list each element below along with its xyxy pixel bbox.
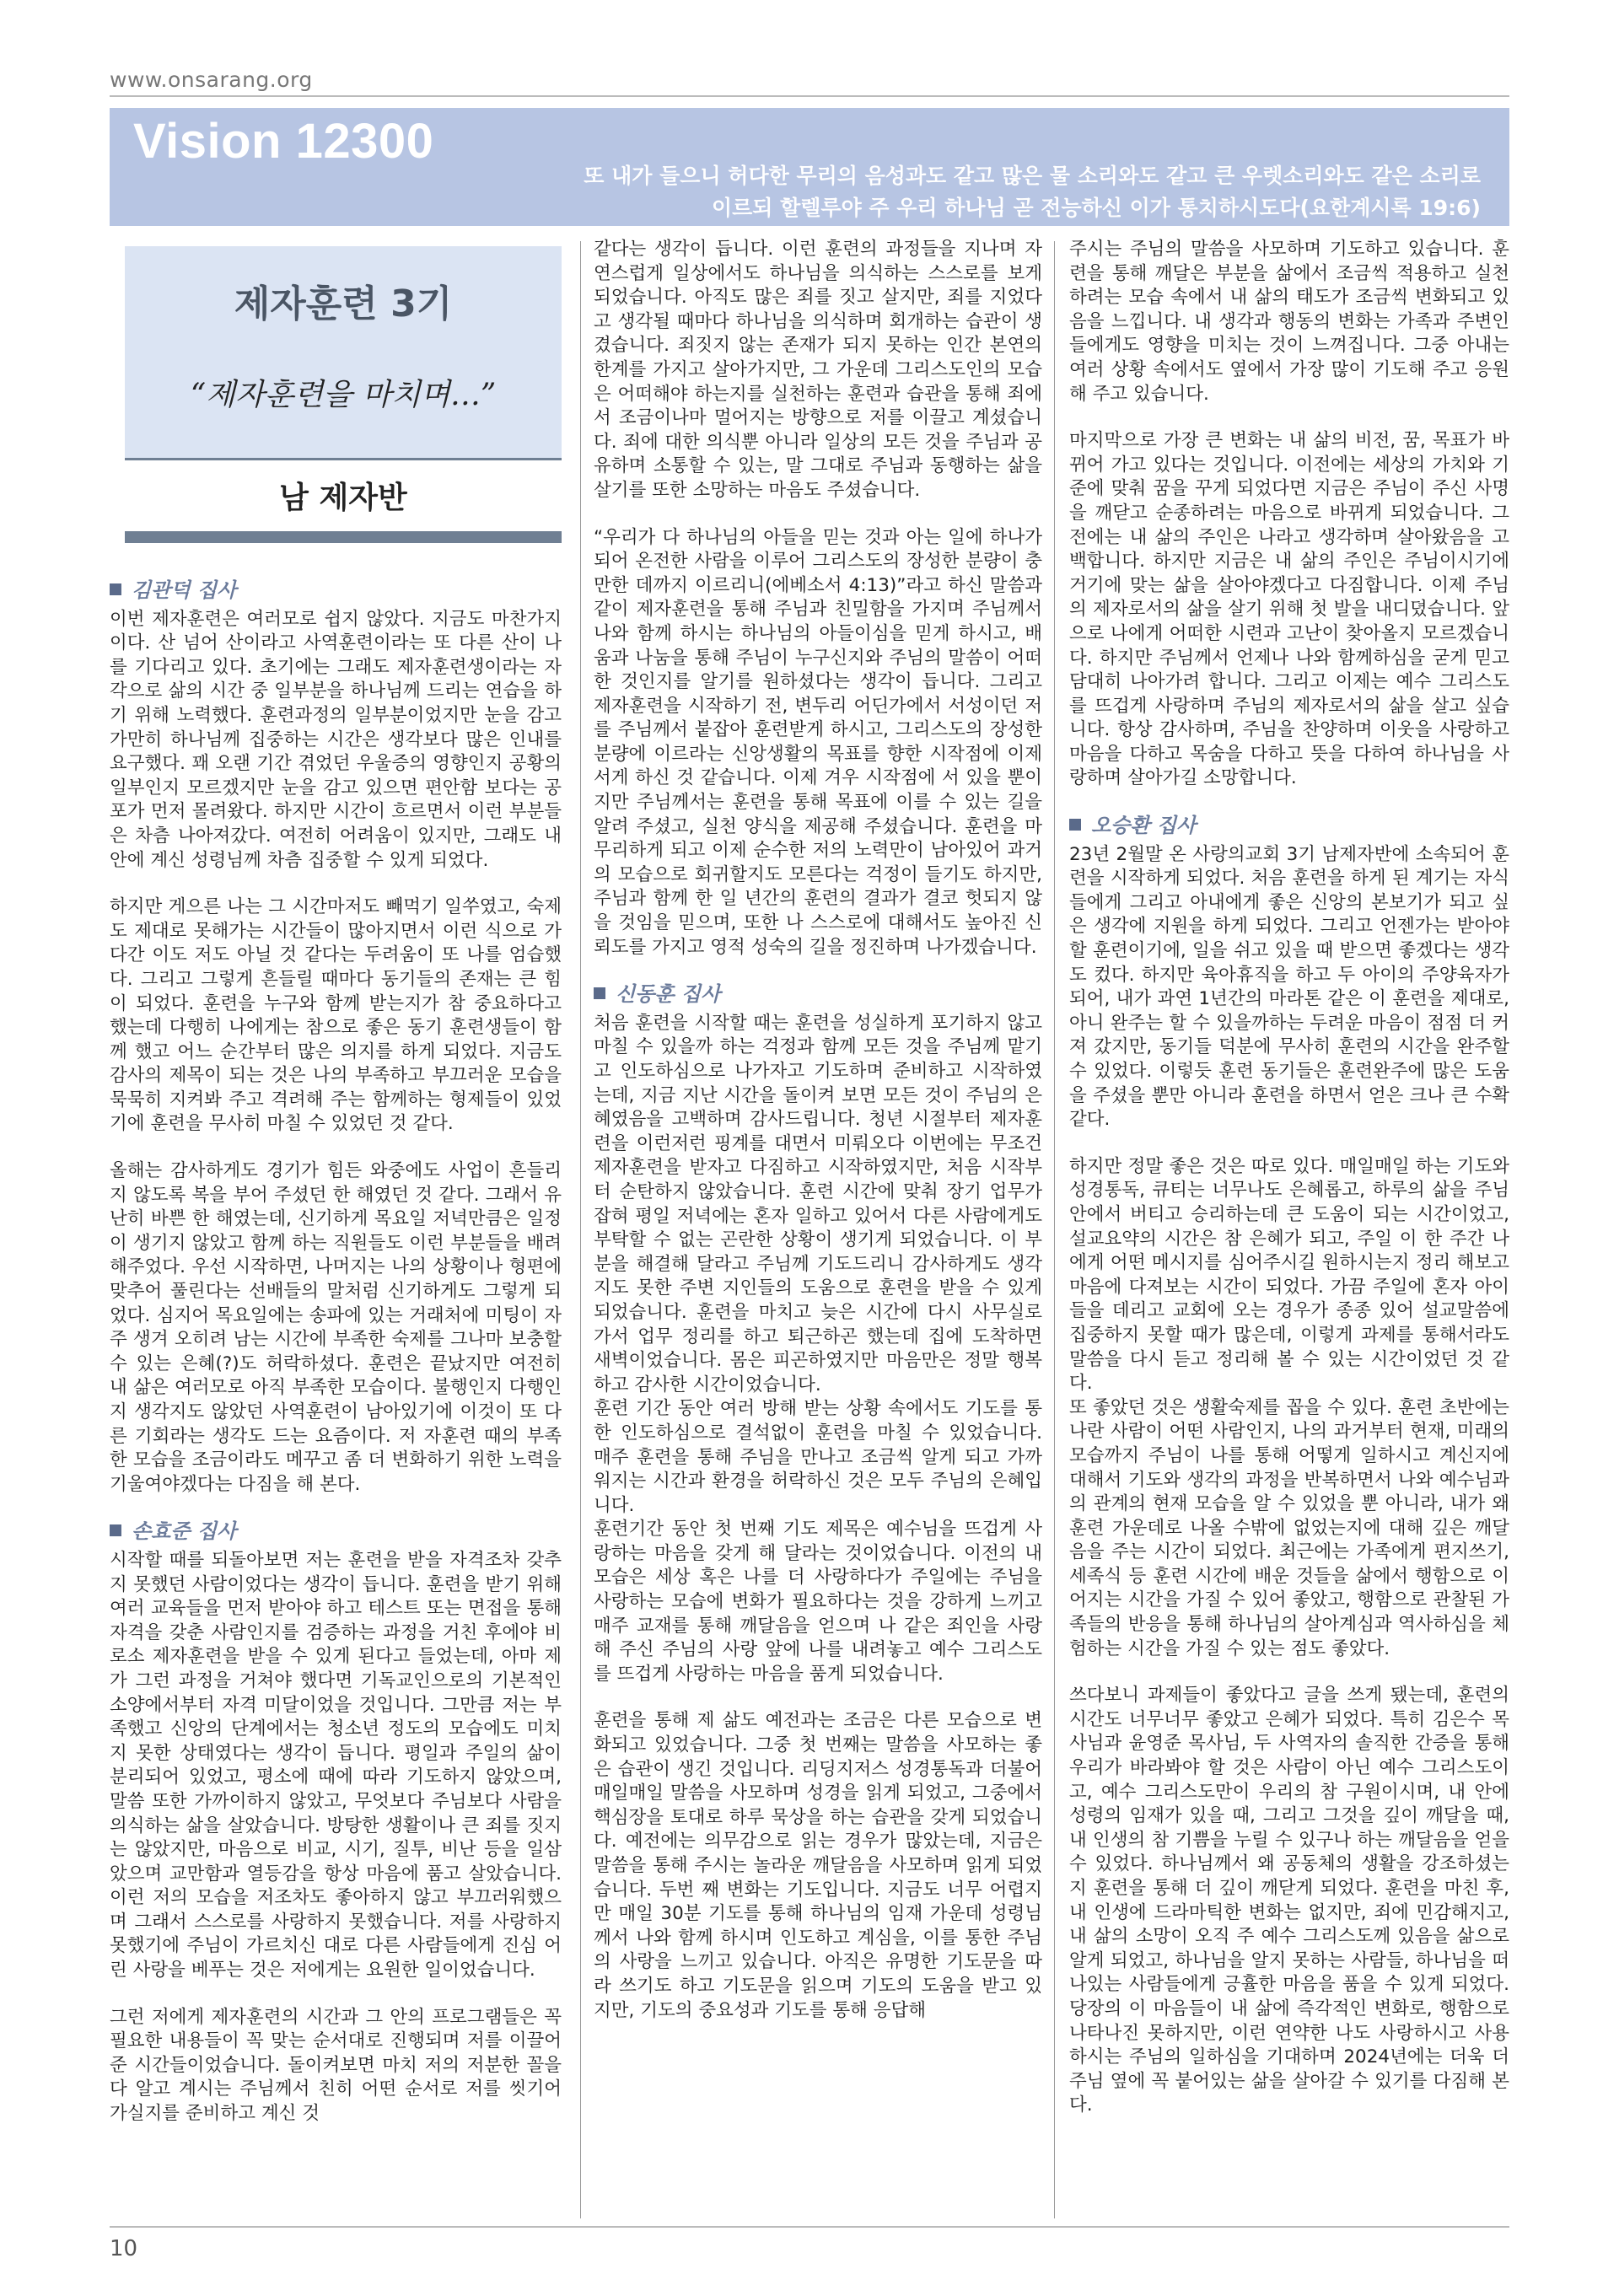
paragraph: 또 좋았던 것은 생활숙제를 꼽을 수 있다. 훈련 초반에는 나란 사람이 어떤 사람인지, 나의 과거부터 현재, 미래의 모습까지 주님이 나를 통해 어떻게 일하시고 계신지에 대해서 기도와 생각의 과정을 반복하면서 나와 예수님과의 관계의 현재 모습을 알 수 있었을 뿐 아니라, 내가 왜 훈련 가운데로 나올 수밖에 없었는지에 대해 깊은 깨달음을 주는 시간이 되었다. 최근에는 가족에게 편지쓰기, 세족식 등 훈련 시간에 배운 것들을 삶에서 행함으로 이어지는 시간을 가질 수 있어 좋았고, 행함으로 관찰된 가족들의 반응을 통해 하나님의 살아계심과 역사하심을 체험하는 시간을 가질 수 있는 점도 좋았다. — [1069, 1396, 1509, 1659]
paragraph: 마지막으로 가장 큰 변화는 내 삶의 비전, 꿈, 목표가 바뀌어 가고 있다는 것입니다. 이전에는 세상의 가치와 기준에 맞춰 꿈을 꾸게 되었다면 지금은 주님이 주신 사명을 깨닫고 순종하려는 마음으로 바뀌게 되었습니다. 그전에는 내 삶의 주인은 나라고 생각하며 살아왔음을 고백합니다. 하지만 지금은 내 삶의 주인은 주님이시기에 거기에 맞는 삶을 살아야겠다고 다짐합니다. 이제 주님의 제자로서의 삶을 살기 위해 첫 발을 내디뎠습니다. 앞으로 나에게 어떠한 시련과 고난이 찾아올지 모르겠습니다. 하지만 주님께서 언제나 나와 함께하심을 굳게 믿고 담대히 나아가려 합니다. 그리고 이제는 예수 그리스도를 뜨겁게 사랑하며 주님의 제자로서의 삶을 살고 싶습니다. 항상 감사하며, 주님을 찬양하며 이웃을 사랑하고 마음을 다하고 목숨을 다하고 뜻을 다하여 하나님을 사랑하며 살아가길 소망합니다. — [1069, 430, 1509, 789]
bullet-square-icon — [594, 987, 605, 999]
banner-title: Vision 12300 — [133, 114, 434, 169]
subtitle-rule-bottom — [125, 531, 562, 543]
paragraph: 시작할 때를 되돌아보면 저는 훈련을 받을 자격조차 갖추지 못했던 사람이었다는 생각이 듭니다. 훈련을 받기 위해 여러 교육들을 먼저 받아야 하고 테스트 또는 면접을 통해 자격을 갖춘 사람인지를 검증하는 과정을 거친 후에야 비로소 제자훈련을 받을 수 있게 된다고 들었는데, 아마 제가 그런 과정을 거쳐야 했다면 기독교인으로의 기본적인 소양에서부터 자격 미달이었을 것입니다. 그만큼 저는 부족했고 신앙의 단계에서는 청소년 정도의 모습에도 미치지 못한 상태였다는 생각이 듭니다. 평일과 주일의 삶이 분리되어 있었고, 평소에 때에 따라 기도하지 않았으며, 말씀 또한 가까이하지 않았고, 무엇보다 주님보다 사람을 의식하는 삶을 살았습니다. 방탕한 생활이나 큰 죄를 짓지는 않았지만, 마음으로 비교, 시기, 질투, 비난 등을 일삼았으며 교만함과 열등감을 항상 마음에 품고 살았습니다. 이런 저의 모습을 저조차도 좋아하지 않고 부끄러워했으며 그래서 스스로를 사랑하지 못했습니다. 저를 사랑하지 못했기에 주님이 가르치신 대로 다른 사람들에게 진심 어린 사랑을 베푸는 것은 저에게는 요원한 일이었습니다. — [110, 1549, 562, 1981]
subtitle-band — [125, 460, 562, 531]
paragraph: 이번 제자훈련은 여러모로 쉽지 않았다. 지금도 마찬가지이다. 산 넘어 산이라고 사역훈련이라는 또 다른 산이 나를 기다리고 있다. 초기에는 그래도 제자훈련생이라는 자각으로 삶의 시간 중 일부분을 하나님께 드리는 연습을 하기 위해 노력했다. 훈련과정의 일부분이었지만 눈을 감고 가만히 하나님께 집중하는 시간은 생각보다 많은 인내를 요구했다. 꽤 오랜 기간 겪었던 우울증의 영향인지 공황의 일부인지 모르겠지만 눈을 감고 있으면 편안함 보다는 공포가 먼저 몰려왔다. 하지만 시간이 흐르면서 이런 부분들은 차츰 나아져갔다. 여전히 어려움이 있지만, 그래도 내 안에 계신 성령님께 차츰 집중할 수 있게 되었다. — [110, 608, 562, 871]
paragraph: 훈련을 통해 제 삶도 예전과는 조금은 다른 모습으로 변화되고 있었습니다. 그중 첫 번째는 말씀을 사모하는 좋은 습관이 생긴 것입니다. 리딩지저스 성경통독과 더불어 매일매일 말씀을 사모하며 성경을 읽게 되었고, 그중에서 핵심장을 토대로 하루 묵상을 하는 습관을 갖게 되었습니다. 예전에는 의무감으로 읽는 경우가 많았는데, 지금은 말씀을 통해 주시는 놀라운 깨달음을 사모하며 읽게 되었습니다. 두번 째 변화는 기도입니다. 지금도 너무 어렵지만 매일 30분 기도를 통해 하나님의 임재 가운데 성령님께서 나와 함께 하시며 인도하고 계심을, 이를 통한 주님의 사랑을 느끼고 있습니다. 아직은 유명한 기도문을 따라 쓰기도 하고 기도문을 읽으며 기도의 도움을 받고 있지만, 기도의 중요성과 기도를 통해 응답해 — [594, 1710, 1042, 2021]
column-1 — [110, 555, 562, 2127]
paragraph: 23년 2월말 온 사랑의교회 3기 남제자반에 소속되어 훈련을 시작하게 되었다. 처음 훈련을 하게 된 계기는 자식들에게 그리고 아내에게 좋은 신앙의 본보기가 되고 싶은 생각에 지원을 하게 되었다. 그리고 언젠가는 받아야 할 훈련이기에, 일을 쉬고 있을 때 받으면 좋겠다는 생각도 컸다. 하지만 육아휴직을 하고 두 아이의 주양육자가 되어, 내가 과연 1년간의 마라톤 같은 이 훈련을 제대로, 아니 완주는 할 수 있을까하는 두려운 마음이 점점 더 커져 갔지만, 동기들 덕분에 무사히 훈련의 시간을 완주할 수 있었다. 이렇듯 훈련 동기들은 훈련완주에 많은 도움을 주셨을 뿐만 아니라 훈련을 하면서 얻은 크나 큰 수확 같다. — [1069, 843, 1509, 1131]
paragraph: 훈련 기간 동안 여러 방해 받는 상황 속에서도 기도를 통한 인도하심으로 결석없이 훈련을 마칠 수 있었습니다. 매주 훈련을 통해 주님을 만나고 조금씩 알게 되고 가까워지는 시간과 환경을 허락하신 것은 모두 주님의 은혜입니다. — [594, 1398, 1042, 1516]
bullet-square-icon — [110, 583, 121, 595]
paragraph: 쓰다보니 과제들이 좋았다고 글을 쓰게 됐는데, 훈련의 시간도 너무너무 좋았고 은혜가 되었다. 특히 김은수 목사님과 윤영준 목사님, 두 사역자의 솔직한 간증을 통해 우리가 바라봐야 할 것은 사람이 아닌 예수 그리스도이고, 예수 그리스도만이 우리의 참 구원이시며, 내 안에 성령의 임재가 있을 때, 그리고 그것을 깊이 깨달을 때, 내 인생의 참 기쁨을 누릴 수 있구나 하는 깨달음을 얻을 수 있었다. 하나님께서 왜 공동체의 생활을 강조하셨는지 훈련을 통해 더 깊이 깨닫게 되었다. 훈련을 마친 후, 내 인생에 드라마틱한 변화는 없지만, 죄에 민감해지고, 내 삶의 소망이 오직 주 예수 그리스도께 있음을 삶으로 알게 되었고, 하나님을 알지 못하는 사람들, 하나님을 떠나있는 사람들에게 긍휼한 마음을 품을 수 있게 되었다. 당장의 이 마음들이 내 삶에 즉각적인 변화로, 행함으로 나타나진 못하지만, 이런 연약한 나도 사랑하시고 사용하시는 주님의 일하심을 기대하며 2024년에는 더욱 더 주님 옆에 꼭 붙어있는 삶을 살아갈 수 있기를 다짐해 본다. — [1069, 1685, 1509, 2116]
author-name: 신동훈 집사 — [616, 981, 721, 1007]
author-heading — [1069, 814, 1509, 838]
banner-verse-line1: 또 내가 들으니 허다한 무리의 음성과도 같고 많은 물 소리와도 같고 큰 우렛소리와도 같은 소리로 — [584, 164, 1481, 188]
author-heading — [110, 578, 562, 603]
author-name: 손효준 집사 — [132, 1519, 237, 1544]
paragraph: “우리가 다 하나님의 아들을 믿는 것과 아는 일에 하나가 되어 온전한 사람을 이루어 그리스도의 장성한 분량이 충만한 데까지 이르리니(에베소서 4:13)”라고 하신 말씀과 같이 제자훈련을 통해 주님과 친밀함을 가지며 주님께서 나와 함께 하시는 하나님의 아들이심을 믿게 하시고, 배움과 나눔을 통해 주님이 누구신지와 주님의 말씀이 어떠한 것인지를 알기를 원하셨다는 생각이 듭니다. 그리고 제자훈련을 시작하기 전, 변두리 어딘가에서 서성이던 저를 주님께서 붙잡아 훈련받게 하시고, 그리스도의 장성한 분량에 이르라는 신앙생활의 목표를 향한 시작점에 이제 서게 하신 것 같습니다. 이제 겨우 시작점에 서 있을 뿐이지만 주님께서는 훈련을 통해 목표에 이를 수 있는 길을 알려 주셨고, 실천 양식을 제공해 주셨습니다. 훈련을 마무리하게 되고 이제 순수한 저의 노력만이 남아있어 과거의 모습으로 회귀할지도 모른다는 걱정이 들기도 하지만, 주님과 함께 한 일 년간의 훈련의 결과가 결코 헛되지 않을 것임을 믿으며, 또한 나 스스로에 대해서도 높아진 신뢰도를 가지고 영적 성숙의 길을 정진하며 나가겠습니다. — [594, 526, 1042, 958]
bullet-square-icon — [110, 1524, 121, 1536]
author-name: 오승환 집사 — [1091, 813, 1197, 838]
column-divider-1 — [580, 241, 581, 2218]
site-url[interactable]: www.onsarang.org — [110, 67, 313, 92]
page-number: 10 — [110, 2236, 138, 2261]
author-heading — [110, 1519, 562, 1544]
author-heading — [594, 982, 1042, 1007]
paragraph: 하지만 게으른 나는 그 시간마저도 빼먹기 일쑤였고, 숙제도 제대로 못해가는 시간들이 많아지면서 이런 식으로 가다간 이도 저도 아닐 것 같다는 두려움이 또 나를 엄습했다. 그리고 그렇게 흔들릴 때마다 동기들의 존재는 큰 힘이 되었다. 훈련을 누구와 함께 받는지가 참 중요하다고 했는데 다행히 나에게는 참으로 좋은 동기 훈련생들이 함께 했고 어느 순간부터 많은 의지를 하게 되었다. 지금도 감사의 제목이 되는 것은 나의 부족하고 부끄러운 모습을 묵묵히 지켜봐 주고 격려해 주는 함께하는 형제들이 있었기에 훈련을 무사히 마칠 수 있었던 것 같다. — [110, 896, 562, 1135]
paragraph: 주시는 주님의 말씀을 사모하며 기도하고 있습니다. 훈련을 통해 깨달은 부분을 삶에서 조금씩 적용하고 실천하려는 모습 속에서 내 삶의 태도가 조금씩 변화되고 있음을 느낍니다. 내 생각과 행동의 변화는 가족과 주변인들에게도 영향을 미치는 것이 느껴집니다. 그중 아내는 여러 상황 속에서도 옆에서 가장 많이 기도해 주고 응원해 주고 있습니다. — [1069, 239, 1509, 405]
banner-verse-line2: 이르되 할렐루야 주 우리 하나님 곧 전능하신 이가 통치하시도다(요한계시록 19:6) — [711, 196, 1481, 220]
paragraph: 같다는 생각이 듭니다. 이런 훈련의 과정들을 지나며 자연스럽게 일상에서도 하나님을 의식하는 스스로를 보게 되었습니다. 아직도 많은 죄를 짓고 살지만, 죄를 지었다고 생각될 때마다 하나님을 의식하며 회개하는 습관이 생겼습니다. 죄짓지 않는 존재가 되지 못하는 인간 본연의 한계를 가지고 살아가지만, 그 가운데 그리스도인의 모습은 어떠해야 하는지를 실천하는 훈련과 습관을 통해 죄에서 조금이나마 멀어지는 방향으로 저를 이끌고 계셨습니다. 죄에 대한 의식뿐 아니라 일상의 모든 것을 주님과 공유하며 소통할 수 있는, 말 그대로 주님과 동행하는 삶을 살기를 또한 소망하는 마음도 주셨습니다. — [594, 239, 1042, 501]
banner — [110, 108, 1509, 226]
column-2 — [594, 238, 1042, 2023]
column-divider-2 — [1054, 241, 1055, 2218]
paragraph: 처음 훈련을 시작할 때는 훈련을 성실하게 포기하지 않고 마칠 수 있을까 하는 걱정과 함께 모든 것을 주님께 맡기고 인도하심으로 나가자고 기도하며 준비하고 시작하였는데, 지금 지난 시간을 돌이켜 보면 모든 것이 주님의 은혜였음을 고백하며 감사드립니다. 청년 시절부터 제자훈련을 이런저런 핑계를 대면서 미뤄오다 이번에는 무조건 제자훈련을 받자고 다짐하고 시작하였지만, 처음 시작부터 순탄하지 않았습니다. 훈련 시간에 맞춰 장기 업무가 잡혀 평일 저녁에는 혼자 일하고 있어서 다른 사람에게도 부탁할 수 없는 곤란한 상황이 생기게 되었습니다. 이 부분을 해결해 달라고 주님께 기도드리니 감사하게도 생각지도 못한 주변 지인들의 도움으로 훈련을 받을 수 있게 되었습니다. 훈련을 마치고 늦은 시간에 다시 사무실로 가서 업무 정리를 하고 퇴근하곤 했는데 집에 도착하면 새벽이었습니다. 몸은 피곤하였지만 마음만은 정말 행복하고 감사한 시간이었습니다. — [594, 1012, 1042, 1395]
article-quote: “제자훈련을 마치며…” — [190, 378, 497, 412]
bullet-square-icon — [1069, 819, 1081, 831]
bottom-divider — [110, 2226, 1509, 2228]
paragraph: 올해는 감사하게도 경기가 힘든 와중에도 사업이 흔들리지 않도록 복을 부어 주셨던 한 해였던 것 같다. 그래서 유난히 바쁜 한 해였는데, 신기하게 목요일 저녁만큼은 일정이 생기지 않았고 함께 하는 직원들도 이런 부분들을 배려해주었다. 우선 시작하면, 나머지는 나의 상황이나 형편에 맞추어 풀린다는 선배들의 말처럼 신기하게도 그렇게 되었다. 심지어 목요일에는 송파에 있는 거래처에 미팅이 자주 생겨 오히려 남는 시간에 부족한 숙제를 그나마 보충할 수 있는 은혜(?)도 허락하셨다. 훈련은 끝났지만 여전히 내 삶은 여러모로 아직 부족한 모습이다. 불행인지 다행인지 생각지도 않았던 사역훈련이 남아있기에 이것이 또 다른 기회라는 생각도 드는 요즘이다. 저 자훈련 때의 부족한 모습을 조금이라도 메꾸고 좀 더 변화하기 위한 노력을 기울여야겠다는 다짐을 해 본다. — [110, 1160, 562, 1495]
top-divider — [110, 95, 1509, 97]
author-name: 김관덕 집사 — [132, 578, 237, 602]
paragraph: 그런 저에게 제자훈련의 시간과 그 안의 프로그램들은 꼭 필요한 내용들이 꼭 맞는 순서대로 진행되며 저를 이끌어 준 시간들이었습니다. 돌이켜보면 마치 저의 저분한 꼴을 다 알고 계시는 주님께서 친히 어떤 순서로 저를 씻기어 가실지를 준비하고 계신 것 — [110, 2006, 562, 2125]
article-subtitle: 남 제자반 — [279, 481, 407, 515]
paragraph: 훈련기간 동안 첫 번째 기도 제목은 예수님을 뜨겁게 사랑하는 마음을 갖게 해 달라는 것이었습니다. 이전의 내 모습은 세상 혹은 나를 더 사랑하다가 주일에는 주님을 사랑하는 모습에 변화가 필요하다는 것을 강하게 느끼고 매주 교재를 통해 깨달음을 얻으며 나 같은 죄인을 사랑해 주신 주님의 사랑 앞에 나를 내려놓고 예수 그리스도를 뜨겁게 사랑하는 마음을 품게 되었습니다. — [594, 1519, 1042, 1685]
paragraph: 하지만 정말 좋은 것은 따로 있다. 매일매일 하는 기도와 성경통독, 큐티는 너무나도 은혜롭고, 하루의 삶을 주님 안에서 버티고 승리하는데 큰 도움이 되는 시간이었고, 설교요약의 시간은 참 은혜가 되고, 주일 이 한 주간 나에게 어떤 메시지를 심어주시길 원하시는지 정리 해보고 마음에 다져보는 시간이 되었다. 가끔 주일에 혼자 아이들을 데리고 교회에 오는 경우가 종종 있어 설교말씀에 집중하지 못할 때가 많은데, 이렇게 과제를 통해서라도 말씀을 다시 듣고 정리해 볼 수 있는 시간이었던 것 같다. — [1069, 1155, 1509, 1395]
banner-verse — [584, 160, 1481, 224]
article-title: 제자훈련 3기 — [234, 282, 453, 325]
column-3 — [1069, 238, 1509, 2118]
